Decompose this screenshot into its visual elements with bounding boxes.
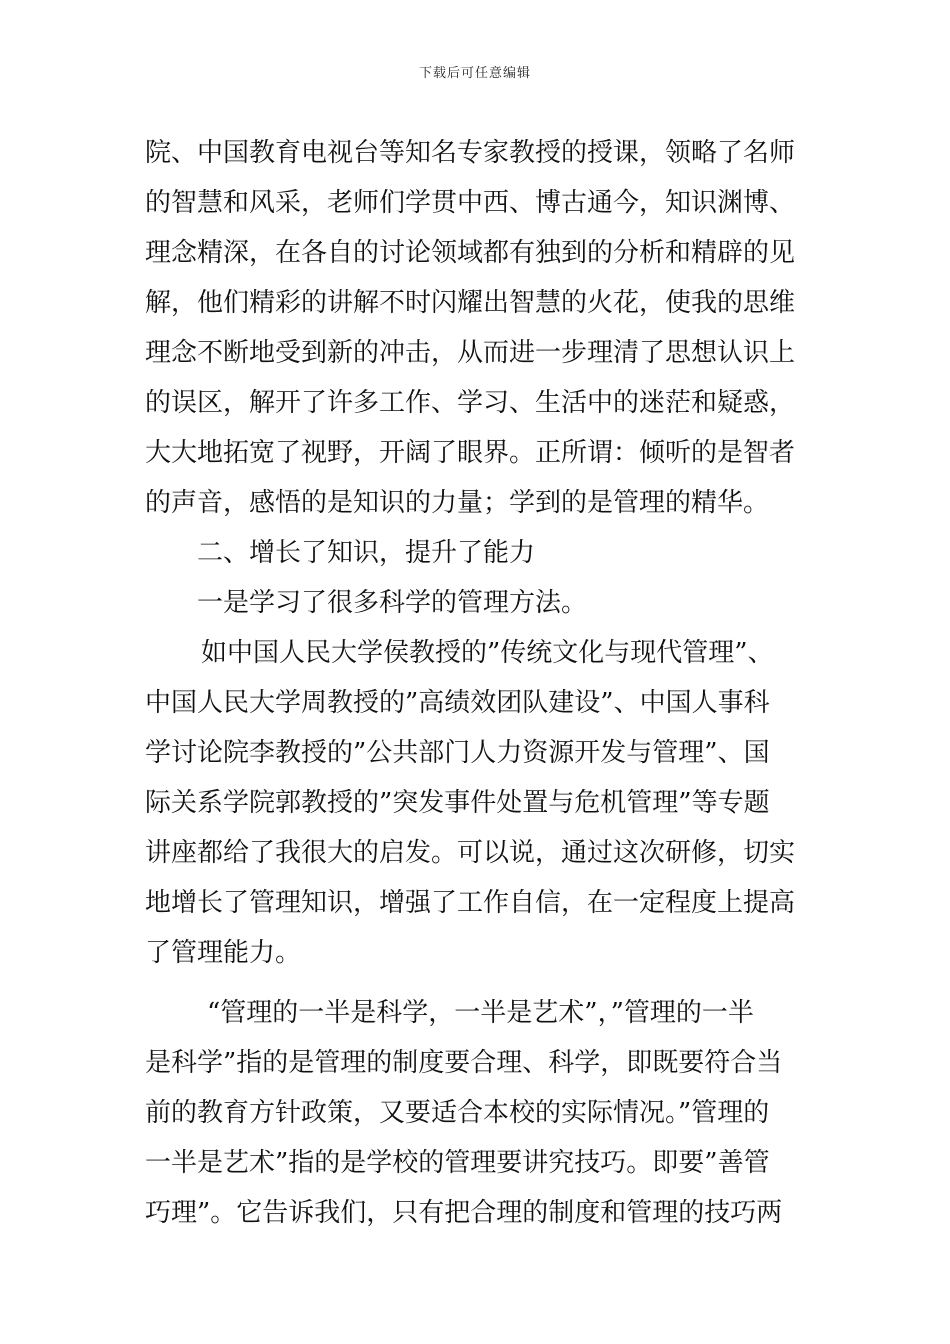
- text-line: 讲座都给了我很大的启发。可以说，通过这次研修，切实: [145, 838, 796, 868]
- paragraph-2: [145, 628, 810, 978]
- text-line: “管理的一半是科学，一半是艺术”，”管理的一半: [207, 998, 754, 1028]
- text-line: 理念不断地受到新的冲击，从而进一步理清了思想认识上: [145, 338, 796, 368]
- text-line: 巧理”。它告诉我们，只有把合理的制度和管理的技巧两: [145, 1198, 783, 1228]
- text-line: 了管理能力。: [145, 938, 302, 968]
- text-line: 解，他们精彩的讲解不时闪耀出智慧的火花，使我的思维: [145, 288, 796, 318]
- paragraph-1: [145, 128, 810, 528]
- text-line: 的智慧和风采，老师们学贯中西、博古通今，知识渊博、: [145, 188, 796, 218]
- text-line: 地增长了管理知识，增强了工作自信，在一定程度上提高: [145, 888, 796, 918]
- text-line: 院、中国教育电视台等知名专家教授的授课，领略了名师: [145, 138, 796, 168]
- section-heading: 二、增长了知识，提升了能力: [197, 538, 536, 568]
- text-line: 的误区，解开了许多工作、学习、生活中的迷茫和疑惑，: [145, 388, 796, 418]
- text-line: 大大地拓宽了视野，开阔了眼界。正所谓：倾听的是智者: [145, 438, 796, 468]
- page-header: 下载后可任意编辑: [418, 66, 531, 81]
- text-line: 是科学”指的是管理的制度要合理、科学，即既要符合当: [145, 1048, 783, 1078]
- text-line: 学讨论院李教授的”公共部门人力资源开发与管理”、国: [145, 738, 770, 768]
- paragraph-3: [145, 988, 810, 1238]
- subsection-heading: 一是学习了很多科学的管理方法。: [197, 588, 588, 618]
- text-line: 如中国人民大学侯教授的”传统文化与现代管理”、: [201, 638, 774, 668]
- text-line: 理念精深，在各自的讨论领域都有独到的分析和精辟的见: [145, 238, 796, 268]
- text-line: 前的教育方针政策，又要适合本校的实际情况。”管理的: [145, 1098, 770, 1128]
- document-body: [145, 128, 810, 1238]
- text-line: 际关系学院郭教授的”突发事件处置与危机管理”等专题: [145, 788, 770, 818]
- text-line: 中国人民大学周教授的”高绩效团队建设”、中国人事科: [145, 688, 770, 718]
- text-line: 一半是艺术”指的是学校的管理要讲究技巧。即要”善管: [145, 1148, 770, 1178]
- text-line: 的声音，感悟的是知识的力量；学到的是管理的精华。: [145, 488, 770, 518]
